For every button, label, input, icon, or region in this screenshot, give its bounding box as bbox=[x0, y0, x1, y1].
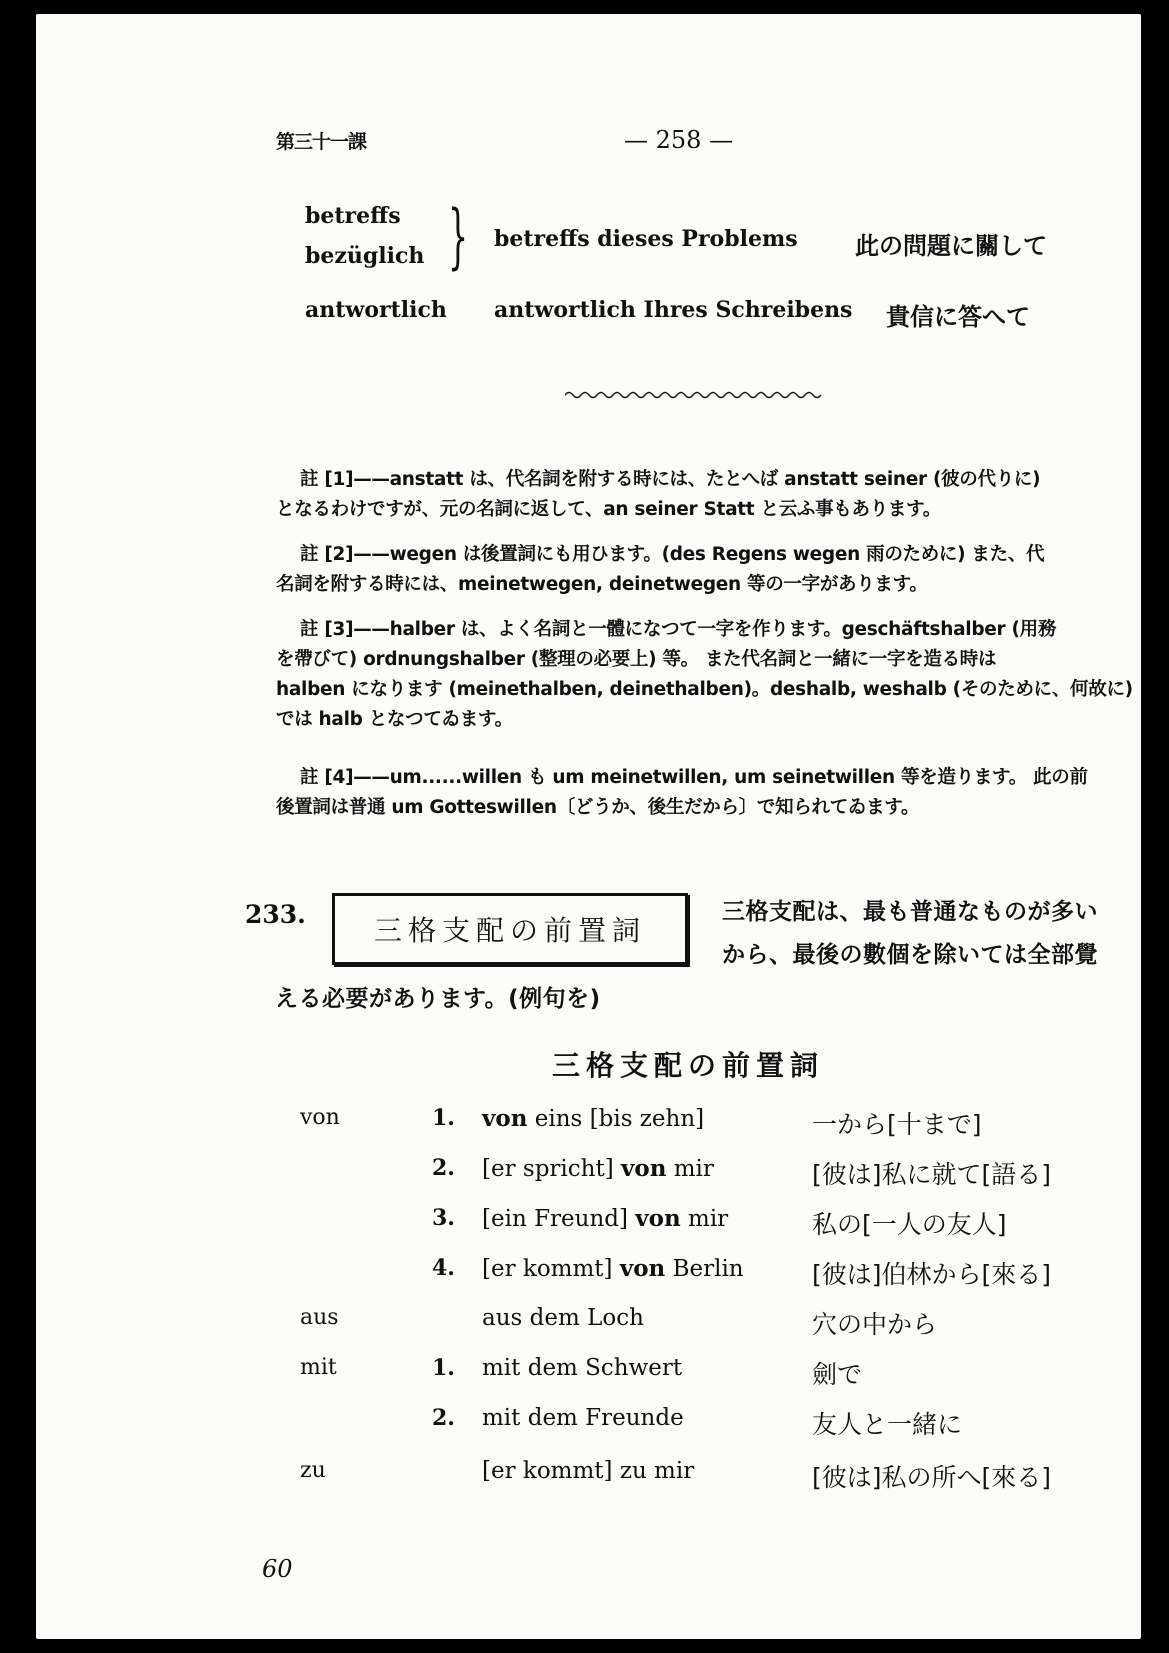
row-6-translation: 劍で bbox=[812, 1360, 863, 1389]
note-4-line-1: 註 [4]——um......willen も um meinetwillen, um seinetwillen 等を造ります。 此の前 bbox=[300, 767, 1088, 788]
row-3-post: mir bbox=[680, 1206, 729, 1232]
note-1 bbox=[276, 465, 1112, 525]
row-8-preposition: zu bbox=[300, 1458, 326, 1483]
row-2-translation: [彼は]私に就て[語る] bbox=[812, 1160, 1052, 1189]
section-intro-line-1: 三格支配は、最も普通なものが多い bbox=[722, 899, 1098, 925]
row-6-preposition: mit bbox=[300, 1355, 337, 1380]
row-3-keyword: von bbox=[635, 1205, 681, 1232]
section-title: 三格支配の前置詞 bbox=[373, 914, 646, 947]
section-title-box bbox=[332, 893, 688, 965]
row-3-pre: [ein Freund] bbox=[482, 1206, 636, 1232]
note-3-line-2: を帶びて) ordnungshalber (整理の必要上) 等。 また代名詞と一緒に一字を造る時は bbox=[276, 649, 997, 670]
table-title: 三格支配の前置詞 bbox=[552, 1049, 825, 1082]
row-6-example: mit dem Schwert bbox=[482, 1355, 683, 1381]
note-2-line-2: 名詞を附する時には、meinetwegen, deinetwegen 等の一字があります。 bbox=[276, 574, 928, 595]
row-2-example bbox=[482, 1155, 714, 1182]
row-1-keyword: von bbox=[482, 1105, 528, 1132]
row-5-preposition: aus bbox=[300, 1305, 339, 1330]
row-2-post: mir bbox=[666, 1156, 714, 1182]
row-8-translation: [彼は]私の所へ[來る] bbox=[812, 1463, 1052, 1492]
example-antwortlich: antwortlich Ihres Schreibens bbox=[494, 297, 853, 323]
word-antwortlich: antwortlich bbox=[305, 297, 447, 323]
row-3-number: 3. bbox=[432, 1205, 455, 1231]
row-5-example: aus dem Loch bbox=[482, 1305, 644, 1331]
row-4-keyword: von bbox=[619, 1255, 666, 1282]
row-4-example bbox=[482, 1255, 744, 1282]
row-4-translation: [彼は]伯林から[來る] bbox=[812, 1260, 1052, 1289]
note-2 bbox=[276, 540, 1112, 600]
example-betreffs: betreffs dieses Problems bbox=[494, 226, 798, 252]
section-intro-line-3: える必要があります。(例句を) bbox=[275, 986, 601, 1012]
note-2-line-1: 註 [2]——wegen は後置詞にも用ひます。(des Regens wegen 雨のために) また、代 bbox=[300, 544, 1045, 565]
row-1-translation: 一から[十まで] bbox=[812, 1110, 982, 1139]
row-3-translation: 私の[一人の友人] bbox=[812, 1210, 1007, 1239]
note-3-line-3: halben になります (meinethalben, deinethalben)。deshalb, weshalb (そのために、何故に) bbox=[276, 679, 1133, 700]
row-4-post: Berlin bbox=[665, 1256, 744, 1282]
note-4-line-2: 後置詞は普通 um Gotteswillen〔どうか、後生だから〕で知られてゐます。 bbox=[276, 797, 920, 818]
note-3-line-1: 註 [3]——halber は、よく名詞と一體になつて一字を作ります。geschäftshalber (用務 bbox=[300, 619, 1057, 640]
note-3-line-4: では halb となつてゐます。 bbox=[276, 709, 513, 730]
row-2-pre: [er spricht] bbox=[482, 1156, 621, 1182]
folio-number: 60 bbox=[262, 1555, 293, 1583]
word-betreffs: betreffs bbox=[305, 203, 401, 229]
note-4 bbox=[276, 763, 1112, 823]
row-7-translation: 友人と一緒に bbox=[812, 1410, 963, 1439]
section-intro-line-2: から、最後の數個を除いては全部覺 bbox=[722, 942, 1098, 968]
row-7-number: 2. bbox=[432, 1405, 455, 1431]
translation-antwortlich: 貴信に答へて bbox=[886, 303, 1030, 331]
row-4-number: 4. bbox=[432, 1255, 455, 1281]
row-8-example: [er kommt] zu mir bbox=[482, 1458, 695, 1484]
word-bezueglich: bezüglich bbox=[305, 243, 425, 269]
translation-betreffs: 此の問題に關して bbox=[855, 232, 1047, 260]
row-1-example bbox=[482, 1105, 704, 1132]
wavy-divider bbox=[565, 388, 825, 402]
row-1-number: 1. bbox=[432, 1105, 455, 1131]
page-number: — 258 — bbox=[624, 126, 734, 154]
row-3-example bbox=[482, 1205, 728, 1232]
section-number: 233. bbox=[245, 900, 306, 929]
note-1-line-1: 註 [1]——anstatt は、代名詞を附する時には、たとへば anstatt seiner (彼の代りに) bbox=[300, 469, 1041, 490]
row-1-post: eins [bis zehn] bbox=[527, 1106, 705, 1132]
note-1-line-2: となるわけですが、元の名詞に返して、an seiner Statt と云ふ事もあります。 bbox=[276, 499, 942, 520]
note-3 bbox=[276, 615, 1133, 735]
row-5-translation: 穴の中から bbox=[812, 1310, 938, 1339]
brace-symbol: } bbox=[448, 195, 469, 277]
row-1-preposition: von bbox=[300, 1105, 340, 1130]
row-2-number: 2. bbox=[432, 1155, 455, 1181]
row-7-example: mit dem Freunde bbox=[482, 1405, 684, 1431]
row-4-pre: [er kommt] bbox=[482, 1256, 620, 1282]
row-6-number: 1. bbox=[432, 1355, 455, 1381]
chapter-label: 第三十一課 bbox=[276, 131, 367, 153]
row-2-keyword: von bbox=[621, 1155, 667, 1182]
